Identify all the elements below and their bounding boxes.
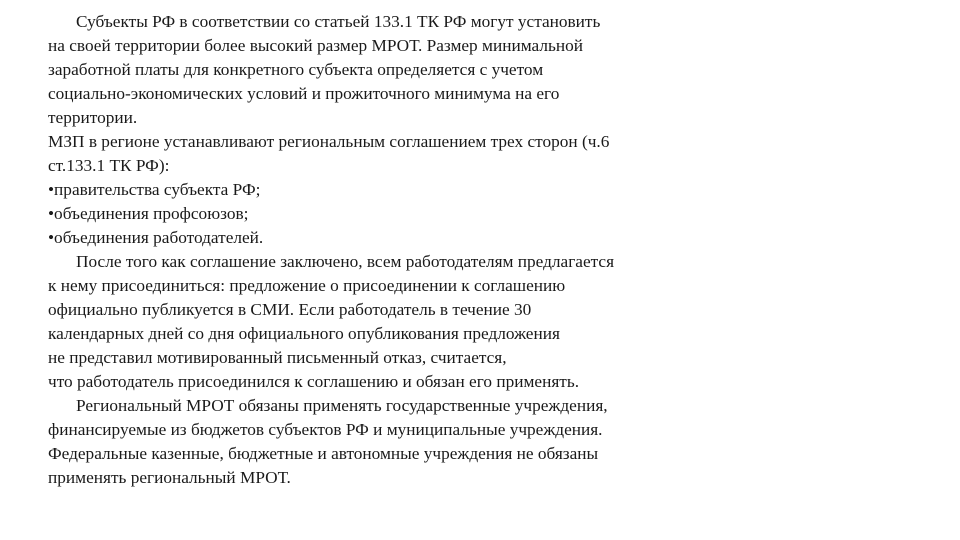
text-line: на своей территории более высокий размер МРОТ. Размер минимальной	[48, 36, 583, 55]
text-line: социально-экономических условий и прожиточного минимума на его	[48, 84, 560, 103]
text-line: Федеральные казенные, бюджетные и автономные учреждения не обязаны	[48, 444, 599, 463]
text-line: не представил мотивированный письменный отказ, считается,	[48, 348, 507, 367]
text-line: к нему присоединиться: предложение о присоединении к соглашению	[48, 276, 566, 295]
text-line: Субъекты РФ в соответствии со статьей 133.1 ТК РФ могут установить	[76, 12, 601, 31]
text-line: МЗП в регионе устанавливают региональным соглашением трех сторон (ч.6	[48, 132, 610, 151]
text-line: После того как соглашение заключено, всем работодателям предлагается	[76, 252, 615, 271]
bullet-item: •правительства субъекта РФ;	[48, 180, 261, 199]
text-line: что работодатель присоединился к соглашению и обязан его применять.	[48, 372, 580, 391]
text-line: ст.133.1 ТК РФ):	[48, 156, 170, 175]
bullet-item: •объединения работодателей.	[48, 228, 264, 247]
text-line: финансируемые из бюджетов субъектов РФ и муниципальные учреждения.	[48, 420, 603, 439]
bullet-item: •объединения профсоюзов;	[48, 204, 249, 223]
text-line: Региональный МРОТ обязаны применять государственные учреждения,	[76, 396, 608, 415]
text-line: календарных дней со дня официального опубликования предложения	[48, 324, 560, 343]
text-line: официально публикуется в СМИ. Если работодатель в течение 30	[48, 300, 532, 319]
document-body	[48, 10, 748, 490]
text-line: территории.	[48, 108, 138, 127]
text-line: заработной платы для конкретного субъекта определяется с учетом	[48, 60, 544, 79]
text-line: применять региональный МРОТ.	[48, 468, 291, 487]
